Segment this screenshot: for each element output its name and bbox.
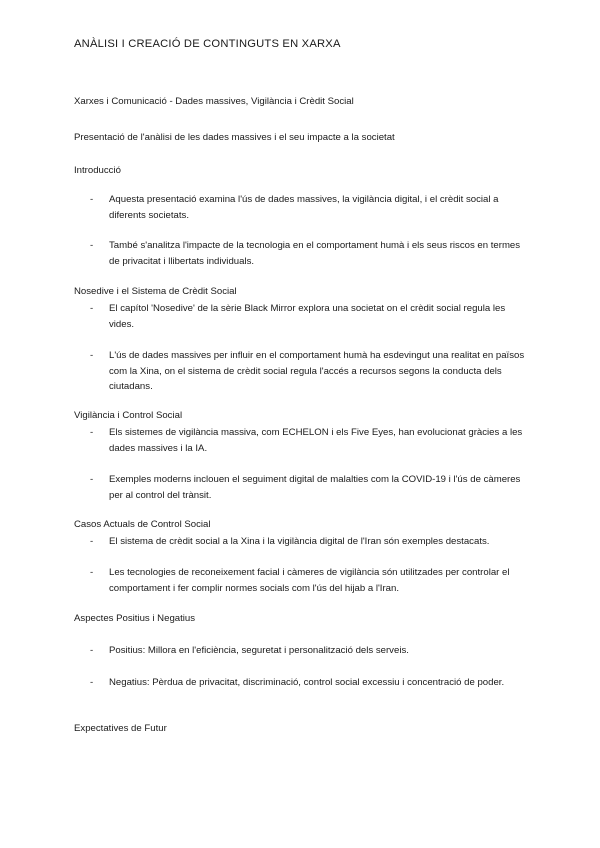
bullet-marker: - bbox=[90, 240, 94, 251]
list-item bbox=[90, 472, 530, 504]
bullet-text: També s'analitza l'impacte de la tecnologia en el comportament humà i els seus riscos en termes de privacitat i llibertats individuals. bbox=[109, 240, 521, 267]
list-item bbox=[90, 301, 530, 333]
bullet-text: L'ús de dades massives per influir en el comportament humà ha esdevingut una realitat en països com la Xina, on el sistema de crèdit social regula l'accés a recursos segons la conducta dels ciutadans. bbox=[109, 350, 525, 392]
bullet-text: Exemples moderns inclouen el seguiment digital de malalties com la COVID-19 i l'ús de càmeres per al control del trànsit. bbox=[109, 474, 521, 501]
bullet-marker: - bbox=[90, 474, 94, 485]
section-heading-vigilancia: Vigilància i Control Social bbox=[74, 410, 183, 421]
bullet-marker: - bbox=[90, 645, 94, 656]
bullet-marker: - bbox=[90, 303, 94, 314]
section-heading-expectatives: Expectatives de Futur bbox=[74, 723, 167, 734]
presentation-line: Presentació de l'anàlisi de les dades massives i el seu impacte a la societat bbox=[74, 132, 395, 143]
section-heading-nosedive: Nosedive i el Sistema de Crèdit Social bbox=[74, 286, 237, 297]
bullet-text: El capítol 'Nosedive' de la sèrie Black Mirror explora una societat on el crèdit social regula les vides. bbox=[109, 303, 506, 330]
list-item bbox=[90, 425, 530, 457]
bullet-marker: - bbox=[90, 536, 94, 547]
section-heading-casos-actuals: Casos Actuals de Control Social bbox=[74, 519, 211, 530]
section-heading-introduccio: Introducció bbox=[74, 165, 121, 176]
bullet-text: Els sistemes de vigilància massiva, com ECHELON i els Five Eyes, han evolucionat gràcies a les dades massives i la IA. bbox=[109, 427, 523, 454]
bullet-text: El sistema de crèdit social a la Xina i la vigilància digital de l'Iran són exemples destacats. bbox=[109, 536, 490, 547]
bullet-text: Negatius: Pèrdua de privacitat, discriminació, control social excessiu i concentració de poder. bbox=[109, 677, 505, 688]
list-item bbox=[90, 565, 530, 597]
list-item bbox=[90, 534, 530, 551]
bullet-text: Positius: Millora en l'eficiència, seguretat i personalització dels serveis. bbox=[109, 645, 409, 656]
list-item bbox=[90, 348, 530, 395]
list-item bbox=[90, 238, 530, 270]
bullet-marker: - bbox=[90, 677, 94, 688]
list-item bbox=[90, 675, 530, 692]
bullet-marker: - bbox=[90, 567, 94, 578]
list-item bbox=[90, 643, 530, 660]
bullet-marker: - bbox=[90, 350, 94, 361]
bullet-text: Aquesta presentació examina l'ús de dades massives, la vigilància digital, i el crèdit social a diferents societats. bbox=[109, 194, 499, 221]
bullet-text: Les tecnologies de reconeixement facial i càmeres de vigilància són utilitzades per controlar el comportament i fer complir normes socials com l'ús del hijab a l'Iran. bbox=[109, 567, 510, 594]
document-subtitle: Xarxes i Comunicació - Dades massives, Vigilància i Crèdit Social bbox=[74, 96, 354, 107]
bullet-marker: - bbox=[90, 427, 94, 438]
section-heading-aspectes: Aspectes Positius i Negatius bbox=[74, 613, 196, 624]
page-title: ANÀLISI I CREACIÓ DE CONTINGUTS EN XARXA bbox=[74, 38, 341, 50]
list-item bbox=[90, 192, 530, 224]
bullet-marker: - bbox=[90, 194, 94, 205]
